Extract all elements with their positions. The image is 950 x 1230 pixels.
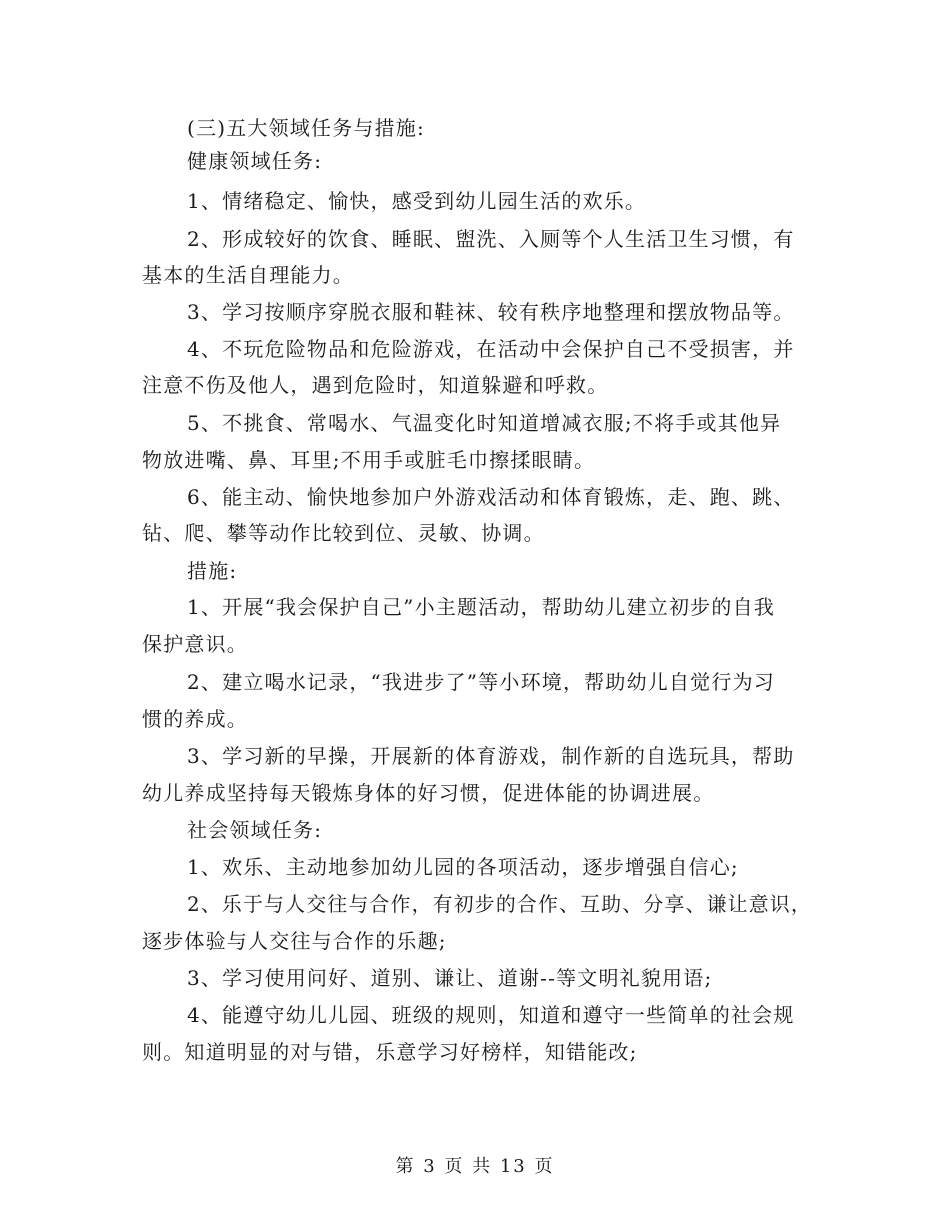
paragraph-line: 惯的养成。 [142, 707, 248, 731]
paragraph-line: 注意不伤及他人，遇到危险时，知道躲避和呼救。 [142, 373, 609, 397]
section-heading: (三)五大领域任务与措施: [187, 116, 425, 140]
paragraph-line: 1、情绪稳定、愉快，感受到幼儿园生活的欢乐。 [187, 189, 647, 213]
paragraph-line: 2、建立喝水记录，“我进步了”等小环境，帮助幼儿自觉行为习 [187, 670, 775, 694]
paragraph-line: 则。知道明显的对与错，乐意学习好榜样，知错能改; [142, 1040, 638, 1064]
page-number-footer: 第 3 页 共 13 页 [395, 1156, 555, 1177]
paragraph-line: 1、开展“我会保护自己”小主题活动，帮助幼儿建立初步的自我 [187, 595, 775, 619]
paragraph-line: 保护意识。 [142, 632, 248, 656]
paragraph-line: 3、学习按顺序穿脱衣服和鞋袜、较有秩序地整理和摆放物品等。 [187, 300, 795, 324]
subsection-heading-health-tasks: 健康领域任务: [187, 149, 323, 173]
paragraph-line: 5、不挑食、常喝水、气温变化时知道增减衣服;不将手或其他异 [187, 411, 782, 435]
paragraph-line: 逐步体验与人交往与合作的乐趣; [142, 929, 447, 953]
paragraph-line: 2、形成较好的饮食、睡眠、盥洗、入厕等个人生活卫生习惯，有 [187, 227, 795, 251]
subsection-heading-measures: 措施: [187, 559, 238, 583]
subsection-heading-social-tasks: 社会领域任务: [187, 818, 323, 842]
paragraph-line: 钻、爬、攀等动作比较到位、灵敏、协调。 [142, 521, 545, 545]
paragraph-line: 4、能遵守幼儿儿园、班级的规则，知道和遵守一些简单的社会规 [187, 1003, 795, 1027]
paragraph-line: 6、能主动、愉快地参加户外游戏活动和体育锻炼，走、跑、跳、 [187, 485, 795, 509]
paragraph-line: 2、乐于与人交往与合作，有初步的合作、互助、分享、谦让意识， [187, 892, 812, 916]
paragraph-line: 3、学习新的早操，开展新的体育游戏，制作新的自选玩具，帮助 [187, 744, 795, 768]
paragraph-line: 3、学习使用问好、道别、谦让、道谢--等文明礼貌用语; [187, 966, 713, 990]
paragraph-line: 物放进嘴、鼻、耳里;不用手或脏毛巾擦揉眼睛。 [142, 448, 596, 472]
paragraph-line: 幼儿养成坚持每天锻炼身体的好习惯，促进体能的协调进展。 [142, 781, 715, 805]
paragraph-line: 基本的生活自理能力。 [142, 263, 354, 287]
paragraph-line: 4、不玩危险物品和危险游戏，在活动中会保护自己不受损害，并 [187, 337, 795, 361]
paragraph-line: 1、欢乐、主动地参加幼儿园的各项活动，逐步增强自信心; [187, 855, 739, 879]
